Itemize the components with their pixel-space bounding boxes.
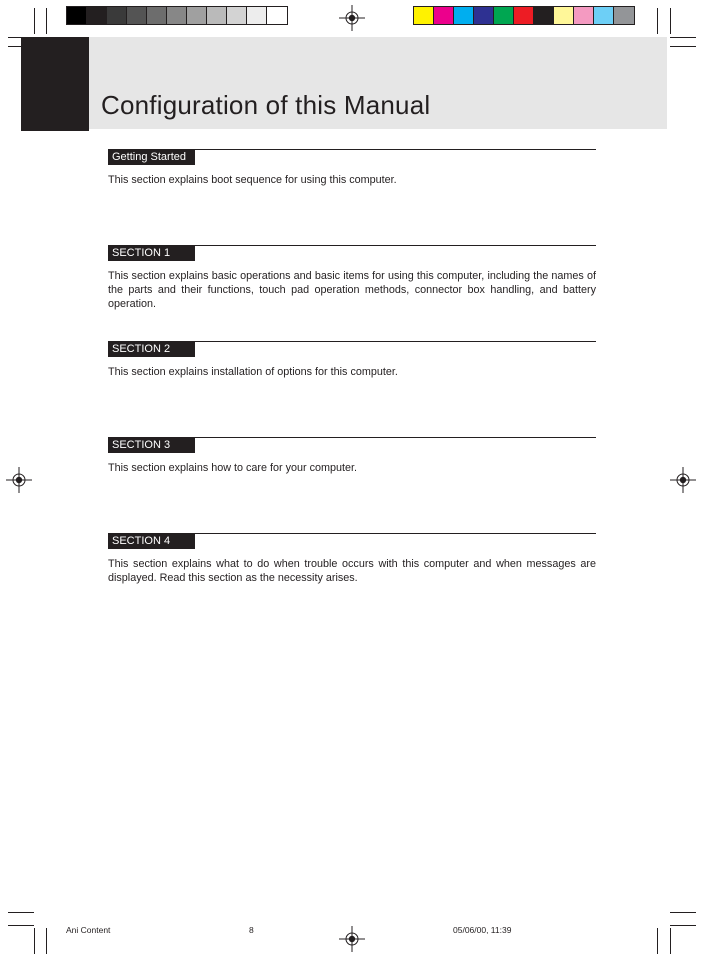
color-swatch: [454, 7, 474, 24]
color-swatch: [267, 7, 287, 24]
crop-mark: [670, 912, 696, 913]
crop-mark: [657, 928, 658, 954]
color-swatch: [67, 7, 87, 24]
section-description: This section explains installation of options for this computer.: [108, 366, 398, 378]
color-swatch: [167, 7, 187, 24]
crop-mark: [34, 8, 35, 34]
section-label: SECTION 1: [108, 245, 195, 261]
color-swatch: [227, 7, 247, 24]
color-swatch: [554, 7, 574, 24]
crop-mark: [8, 912, 34, 913]
color-swatch: [87, 7, 107, 24]
section-label: Getting Started: [108, 149, 195, 165]
section-label: SECTION 2: [108, 341, 195, 357]
crop-mark: [670, 928, 671, 954]
color-swatch-strip: [413, 6, 635, 25]
color-swatch: [247, 7, 267, 24]
grayscale-swatch-strip: [66, 6, 288, 25]
color-swatch: [414, 7, 434, 24]
section-description: This section explains what to do when trouble occurs with this computer and when messages are displayed. Read this section as the necessity arises.: [108, 558, 596, 584]
color-swatch: [534, 7, 554, 24]
header-black-block: [21, 37, 89, 131]
color-swatch: [127, 7, 147, 24]
section-description: This section explains how to care for your computer.: [108, 462, 358, 474]
crop-mark: [46, 8, 47, 34]
page-title: Configuration of this Manual: [101, 90, 431, 120]
crop-mark: [670, 37, 696, 38]
color-swatch: [494, 7, 514, 24]
crop-mark: [34, 928, 35, 954]
color-swatch: [474, 7, 494, 24]
color-swatch: [207, 7, 227, 24]
crop-mark: [670, 925, 696, 926]
crop-mark: [670, 46, 696, 47]
section-label: SECTION 3: [108, 437, 195, 453]
crop-mark: [657, 8, 658, 34]
color-swatch: [107, 7, 127, 24]
crop-mark: [8, 925, 34, 926]
footer-file-name: Ani Content: [66, 925, 111, 935]
registration-target-icon: [6, 467, 32, 493]
color-swatch: [147, 7, 167, 24]
crop-mark: [46, 928, 47, 954]
registration-target-icon: [339, 5, 365, 31]
section-description: This section explains basic operations and basic items for using this computer, including the names of the parts and their functions, touch pad operation methods, connector box handling, and battery operation.: [108, 270, 596, 310]
section-description: This section explains boot sequence for using this computer.: [108, 174, 397, 186]
color-swatch: [434, 7, 454, 24]
footer-page-number: 8: [249, 925, 254, 935]
color-swatch: [514, 7, 534, 24]
color-swatch: [574, 7, 594, 24]
color-swatch: [614, 7, 634, 24]
section-label: SECTION 4: [108, 533, 195, 549]
crop-mark: [670, 8, 671, 34]
footer-timestamp: 05/06/00, 11:39: [453, 925, 512, 935]
registration-target-icon: [670, 467, 696, 493]
color-swatch: [594, 7, 614, 24]
registration-target-icon: [339, 926, 365, 952]
color-swatch: [187, 7, 207, 24]
